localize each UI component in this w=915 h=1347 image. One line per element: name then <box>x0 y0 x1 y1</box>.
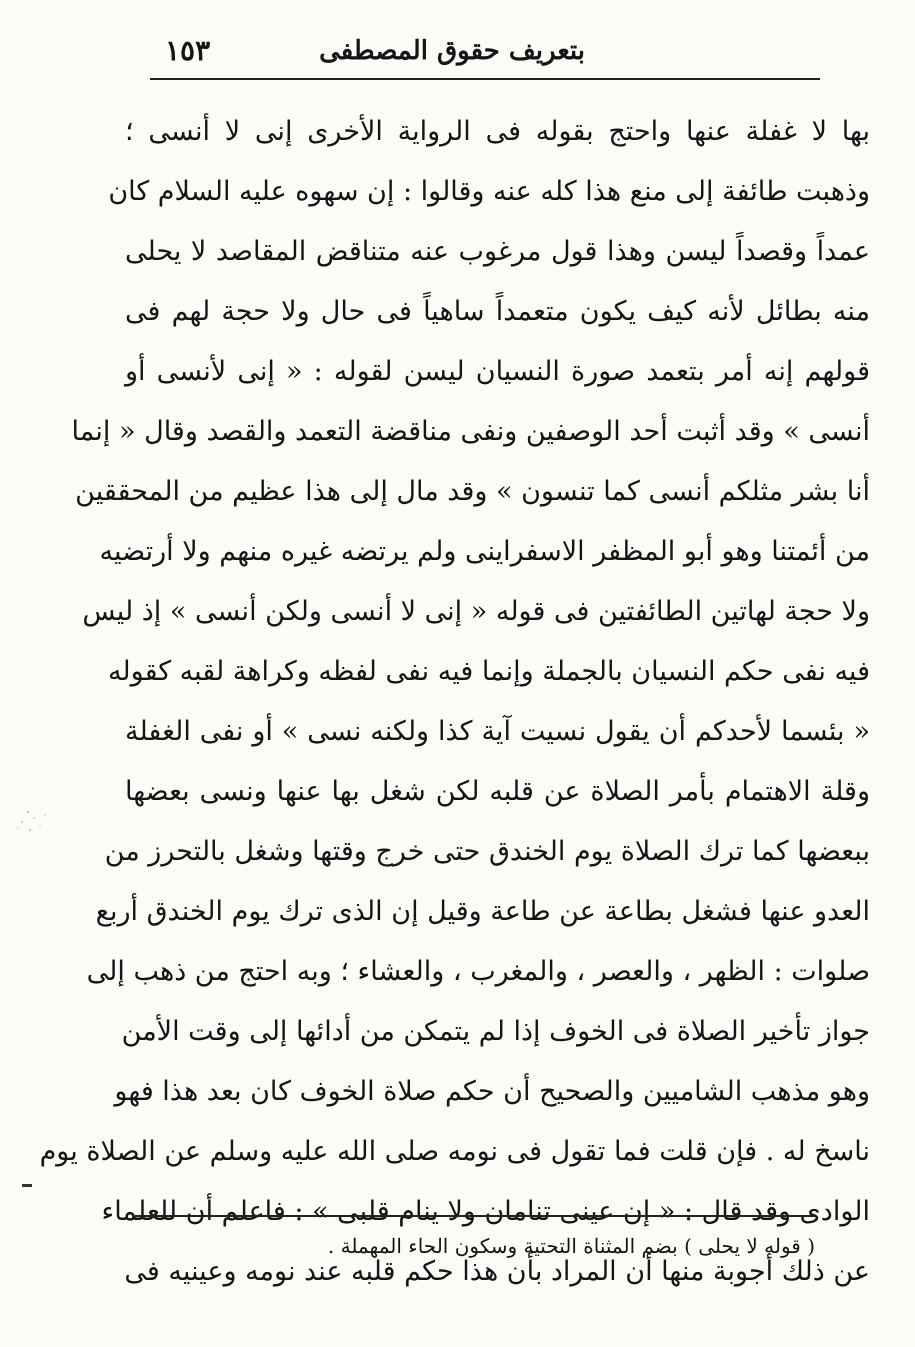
text-line: الوادى وقد قال : « إن عينى تنامان ولا ينام قلبى » : فاعلم أن للعلماء <box>101 1196 870 1227</box>
text-line: أنا بشر مثلكم أنسى كما تنسون » وقد مال إلى هذا عظيم من المحققين <box>75 476 870 507</box>
text-line: أنسى » وقد أثبت أحد الوصفين ونفى مناقضة التعمد والقصد وقال « إنما <box>71 416 870 447</box>
text-line: منه بطائل لأنه كيف يكون متعمداً ساهياً فى حال ولا حجة لهم فى <box>125 296 870 327</box>
text-line: عن ذلك أجوبة منها أن المراد بأن هذا حكم قلبه عند نومه وعينيه فى <box>124 1256 870 1287</box>
text-line: وقلة الاهتمام بأمر الصلاة عن قلبه لكن شغل بها عنها ونسى بعضها <box>125 776 870 807</box>
footnote: ( قوله لا يحلى ) بضم المثناة التحتية وسكون الحاء المهملة . <box>327 1234 815 1258</box>
text-line: من أئمتنا وهو أبو المظفر الاسفراينى ولم يرتضه غيره منهم ولا أرتضيه <box>99 536 870 567</box>
text-line: جواز تأخير الصلاة فى الخوف إذا لم يتمكن من أدائها إلى وقت الأمن <box>121 1016 870 1047</box>
text-line: وذهبت طائفة إلى منع هذا كله عنه وقالوا : إن سهوه عليه السلام كان <box>108 176 870 207</box>
text-line: فيه نفى حكم النسيان بالجملة وإنما فيه نفى لفظه وكراهة لقبه كقوله <box>107 656 870 687</box>
running-title: بتعريف حقوق المصطفى <box>319 36 585 66</box>
text-line: بها لا غفلة عنها واحتج بقوله فى الرواية الأخرى إنى لا أنسى ؛ <box>125 116 870 147</box>
text-line: ببعضها كما ترك الصلاة يوم الخندق حتى خرج وقتها وشغل بالتحرز من <box>104 836 870 867</box>
text-line: ولا حجة لهاتين الطائفتين فى قوله « إنى لا أنسى ولكن أنسى » إذ ليس <box>82 596 870 627</box>
text-line: صلوات : الظهر ، والعصر ، والمغرب ، والعشاء ؛ وبه احتج من ذهب إلى <box>86 956 870 987</box>
text-line: العدو عنها فشغل بطاعة عن طاعة وقيل إن الذى ترك يوم الخندق أربع <box>95 896 870 927</box>
text-line: قولهم إنه أمر بتعمد صورة النسيان ليسن لقوله : « إنى لأنسى أو <box>125 356 870 387</box>
text-line: عمداً وقصداً ليسن وهذا قول مرغوب عنه متناقض المقاصد لا يحلى <box>125 236 870 267</box>
text-line: « بئسما لأحدكم أن يقول نسيت آية كذا ولكنه نسى » أو نفى الغفلة <box>125 716 870 747</box>
page-number: ١٥٣ <box>165 34 211 67</box>
text-line: وهو مذهب الشاميين والصحيح أن حكم صلاة الخوف كان بعد هذا فهو <box>114 1076 870 1107</box>
text-line: ناسخ له . فإن قلت فما تقول فى نومه صلى الله عليه وسلم عن الصلاة يوم <box>39 1136 870 1167</box>
